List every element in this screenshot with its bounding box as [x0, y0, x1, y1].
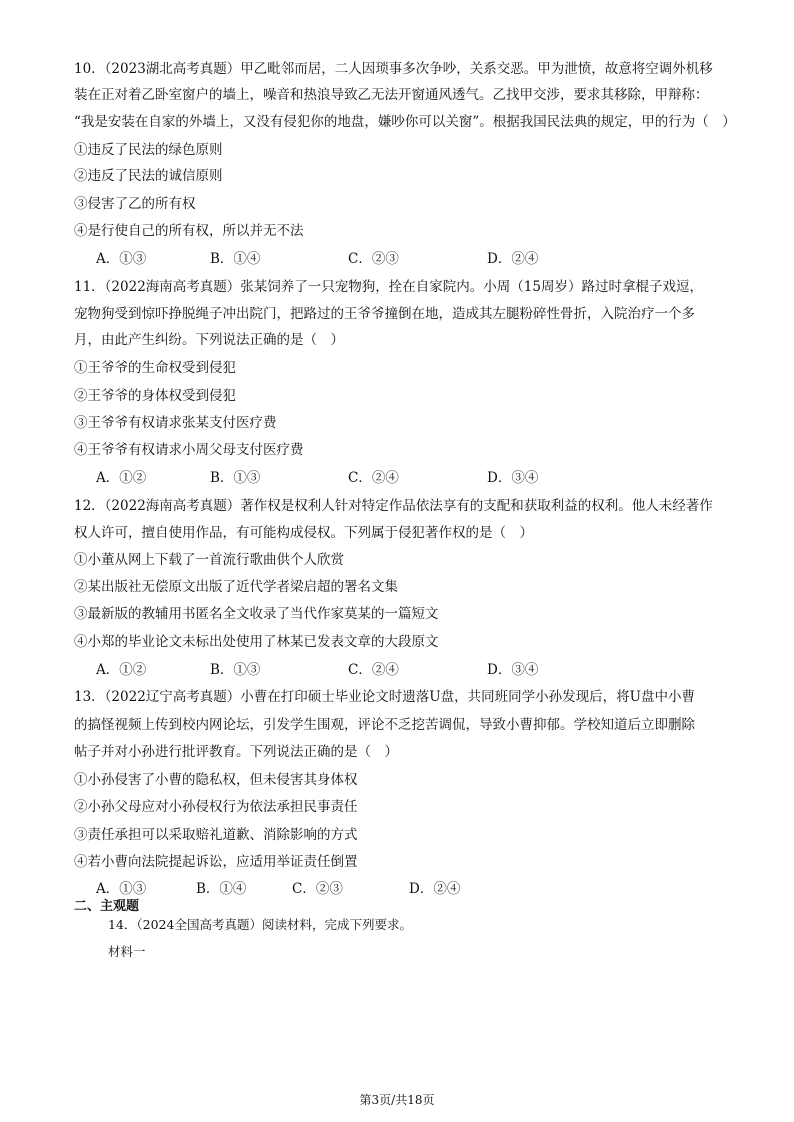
- question-14-stem: 14．（2024全国高考真题）阅读材料，完成下列要求。: [108, 917, 412, 932]
- question-11-stem-line-1: 11．（2022海南高考真题）张某饲养了一只宠物狗，拴在自家院内。小周（15周岁）路过时拿棍子戏逗，: [74, 279, 703, 295]
- question-12-option-4: ④小郑的毕业论文未标出处使用了林某已发表文章的大段原文: [74, 634, 439, 650]
- question-12-option-3: ③最新版的教辅用书匿名全文收录了当代作家莫某的一篇短文: [74, 606, 439, 622]
- question-10-stem-line-3: “我是安装在自家的外墙上，又没有侵犯你的地盘，嫌吵你可以关窗”。根据我国民法典的规定，甲的行为（ ）: [74, 114, 736, 130]
- question-11-stem-line-3: 月，由此产生纠纷。下列说法正确的是（ ）: [74, 332, 344, 348]
- question-12-stem-line-1: 12．（2022海南高考真题）著作权是权利人针对特定作品依法享有的支配和获取利益的权利。他人未经著作: [74, 498, 713, 514]
- page-footer: 第3页/共18页: [359, 1093, 435, 1107]
- question-12-option-2: ②某出版社无偿原文出版了近代学者梁启超的署名文集: [74, 579, 398, 595]
- choice-b: B．①③: [210, 470, 261, 486]
- question-11-option-2: ②王爷爷的身体权受到侵犯: [74, 388, 236, 404]
- question-13-stem-line-3: 帖子并对小孙进行批评教育。下列说法正确的是（ ）: [74, 744, 398, 760]
- choice-c: C．②④: [348, 662, 399, 678]
- choice-c: C．②③: [348, 251, 399, 267]
- question-11-option-1: ①王爷爷的生命权受到侵犯: [74, 360, 236, 376]
- question-13-option-3: ③责任承担可以采取赔礼道歉、消除影响的方式: [74, 827, 358, 843]
- choice-d: D．②④: [487, 251, 539, 267]
- question-10-option-4: ④是行使自己的所有权，所以并无不法: [74, 223, 304, 239]
- question-11-option-3: ③王爷爷有权请求张某支付医疗费: [74, 415, 277, 431]
- choice-a: A．①②: [96, 662, 147, 678]
- question-13-stem-line-2: 的搞怪视频上传到校内网论坛，引发学生围观，评论不乏挖苦调侃，导致小曹抑郁。学校知道后立即删除: [74, 717, 695, 733]
- question-10-option-1: ①违反了民法的绿色原则: [74, 142, 223, 158]
- question-13-option-2: ②小孙父母应对小孙侵权行为依法承担民事责任: [74, 799, 358, 815]
- choice-d: D．②④: [409, 881, 461, 897]
- question-10-option-3: ③侵害了乙的所有权: [74, 196, 196, 212]
- question-10-stem-line-1: 10．（2023湖北高考真题）甲乙毗邻而居，二人因琐事多次争吵，关系交恶。甲为泄愤，故意将空调外机移: [74, 61, 713, 77]
- question-11-option-4: ④王爷爷有权请求小周父母支付医疗费: [74, 442, 304, 458]
- choice-b: B．①④: [196, 881, 247, 897]
- choice-a: A．①③: [96, 881, 147, 897]
- question-13-option-4: ④若小曹向法院提起诉讼，应适用举证责任倒置: [74, 854, 358, 870]
- question-10-stem-line-2: 装在正对着乙卧室窗户的墙上，噪音和热浪导致乙无法开窗通风透气。乙找甲交涉，要求其移除，甲辩称：: [74, 87, 709, 103]
- question-11-stem-line-2: 宠物狗受到惊吓挣脱绳子冲出院门，把路过的王爷爷撞倒在地，造成其左腿粉碎性骨折，入院治疗一个多: [74, 306, 695, 322]
- choice-c: C．②③: [292, 881, 343, 897]
- choice-b: B．①③: [210, 662, 261, 678]
- question-10-option-2: ②违反了民法的诚信原则: [74, 168, 223, 184]
- question-12-option-1: ①小董从网上下载了一首流行歌曲供个人欣赏: [74, 552, 344, 568]
- choice-d: D．③④: [487, 662, 539, 678]
- choice-b: B．①④: [210, 251, 261, 267]
- choice-a: A．①③: [96, 251, 147, 267]
- choice-a: A．①②: [96, 470, 147, 486]
- question-13-option-1: ①小孙侵害了小曹的隐私权，但未侵害其身体权: [74, 772, 358, 788]
- question-12-stem-line-2: 权人许可，擅自使用作品，有可能构成侵权。下列属于侵犯著作权的是（ ）: [74, 525, 533, 541]
- section-heading: 二、主观题: [74, 899, 140, 914]
- choice-c: C．②④: [348, 470, 399, 486]
- question-13-stem-line-1: 13．（2022辽宁高考真题）小曹在打印硕士毕业论文时遗落U盘，共同班同学小孙发现后，将U盘中小曹: [74, 689, 696, 705]
- material-label: 材料一: [108, 944, 146, 959]
- choice-d: D．③④: [487, 470, 539, 486]
